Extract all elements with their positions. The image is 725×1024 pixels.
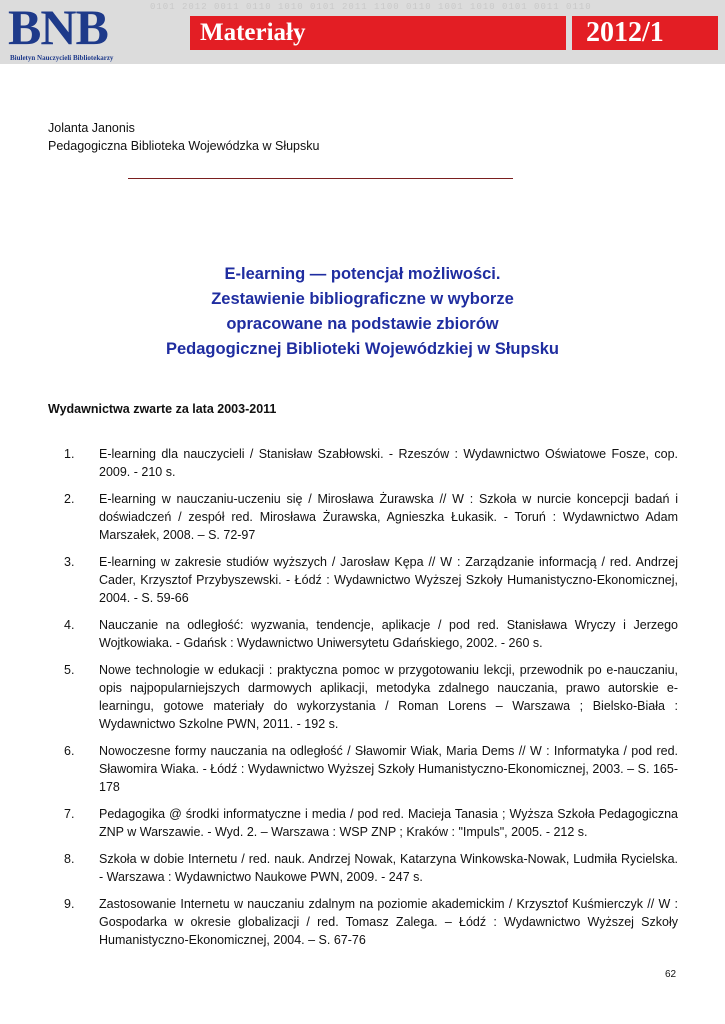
item-text: Zastosowanie Internetu w nauczaniu zdalnym na poziomie akademickim / Krzysztof Kuśmierczyk // W : Gospodarka w okresie globalizacji / red. Tomasz Zalega. – Łódź : Wydawnictwo Wyższej Szkoły Humanistyczno-Ekonomicznej, 2004. – S. 67-76	[99, 897, 678, 947]
item-text: Pedagogika @ środki informatyczne i media / pod red. Macieja Tanasia ; Wyższa Szkoła Pedagogiczna ZNP w Warszawie. - Wyd. 2. – Warszawa : WSP ZNP ; Kraków : "Impuls", 2005. - 212 s.	[99, 807, 678, 839]
item-number: 6.	[64, 744, 75, 758]
list-item	[48, 850, 678, 886]
item-number: 5.	[64, 663, 75, 677]
author-block	[48, 119, 319, 155]
item-number: 8.	[64, 852, 75, 866]
list-item	[48, 490, 678, 544]
list-item	[48, 445, 678, 481]
issue-number: 2012/1	[586, 17, 664, 48]
item-text: Nowoczesne formy nauczania na odległość / Sławomir Wiak, Maria Dems // W : Informatyka / pod red. Sławomira Wiaka. - Łódź : Wydawnictwo Wyższej Szkoły Humanistyczno-Ekonomicznej, 2003. – S. 165-178	[99, 744, 678, 794]
list-item	[48, 661, 678, 733]
divider-rule	[128, 178, 513, 179]
list-item	[48, 805, 678, 841]
bibliography-list	[48, 445, 678, 958]
author-affiliation: Pedagogiczna Biblioteka Wojewódzka w Słupsku	[48, 139, 320, 153]
bnb-logo	[8, 2, 150, 62]
bar-divider	[566, 16, 572, 50]
item-text: Nowe technologie w edukacji : praktyczna pomoc w przygotowaniu lekcji, przewodnik po e-nauczaniu, opis najpopularniejszych darmowych aplikacji, metodyka zdalnego nauczania, prawo autorskie e-learningu, gotowe materiały do wykorzystania / Roman Lorens – Warszawa ; Bielsko-Biała : Wydawnictwo Szkolne PWN, 2011. - 192 s.	[99, 663, 678, 731]
list-item	[48, 553, 678, 607]
item-number: 3.	[64, 555, 75, 569]
logo-text: BNB	[8, 0, 108, 55]
item-number: 4.	[64, 618, 75, 632]
title-line: opracowane na podstawie zbiorów	[226, 315, 499, 333]
list-item	[48, 895, 678, 949]
item-text: Szkoła w dobie Internetu / red. nauk. Andrzej Nowak, Katarzyna Winkowska-Nowak, Ludmiła Rycielska. - Warszawa : Wydawnictwo Naukowe PWN, 2009. - 247 s.	[99, 852, 678, 884]
list-item	[48, 742, 678, 796]
document-title	[0, 262, 725, 362]
item-text: Nauczanie na odległość: wyzwania, tendencje, aplikacje / pod red. Stanisława Wryczy i Jerzego Wojtkowiaka. - Gdańsk : Wydawnictwo Uniwersytetu Gdańskiego, 2002. - 260 s.	[99, 618, 678, 650]
title-line: Pedagogicznej Biblioteki Wojewódzkiej w Słupsku	[165, 340, 559, 358]
item-number: 1.	[64, 447, 75, 461]
background-digits: 0101 2012 0011 0110 1010 0101 2011 1100 0110 1001 1010 0101 0011 0110	[150, 2, 592, 12]
item-text: E-learning w zakresie studiów wyższych / Jarosław Kępa // W : Zarządzanie informacją / red. Andrzej Cader, Krzysztof Przybyszewski. - Łódź : Wydawnictwo Wyższej Szkoły Humanistyczno-Ekonomicznej, 2004. - S. 59-66	[99, 555, 678, 605]
item-number: 7.	[64, 807, 75, 821]
item-number: 2.	[64, 492, 75, 506]
section-title: Materiały	[200, 19, 306, 46]
logo-subtitle: Biuletyn Nauczycieli Bibliotekarzy	[10, 54, 114, 62]
item-number: 9.	[64, 897, 75, 911]
section-heading: Wydawnictwa zwarte za lata 2003-2011	[48, 402, 277, 416]
title-line: Zestawienie bibliograficzne w wyborze	[211, 290, 514, 308]
item-text: E-learning dla nauczycieli / Stanisław Szabłowski. - Rzeszów : Wydawnictwo Oświatowe Fosze, cop. 2009. - 210 s.	[99, 447, 678, 479]
page-number: 62	[665, 969, 677, 980]
author-name: Jolanta Janonis	[48, 121, 135, 135]
title-line: E-learning — potencjał możliwości.	[224, 265, 501, 283]
list-item	[48, 616, 678, 652]
header-banner	[0, 0, 725, 64]
item-text: E-learning w nauczaniu-uczeniu się / Mirosława Żurawska // W : Szkoła w nurcie koncepcji badań i doświadczeń / zespół red. Mirosława Żurawska, Agnieszka Łukasik. - Toruń : Wydawnictwo Adam Marszałek, 2008. – S. 72-97	[99, 492, 678, 542]
